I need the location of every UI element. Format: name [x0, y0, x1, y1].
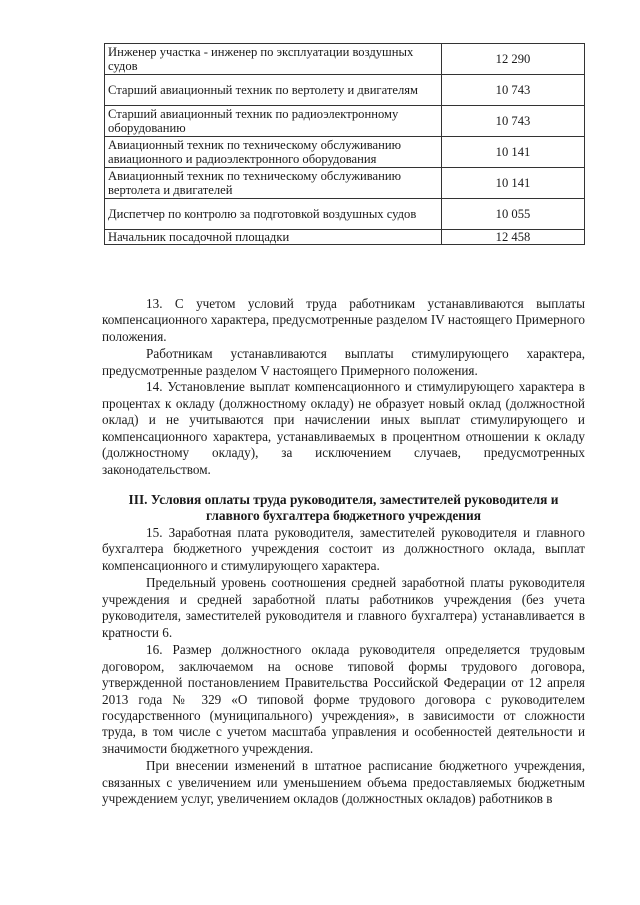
table-row	[105, 44, 585, 75]
amount-cell: 12 458	[442, 230, 585, 245]
amount-cell: 10 141	[442, 137, 585, 168]
amount-cell: 10 743	[442, 106, 585, 137]
amount-cell: 10 055	[442, 199, 585, 230]
paragraph-16-continued: При внесении изменений в штатное расписание бюджетного учреждения, связанных с увеличением или уменьшением объема предоставляемых бюджетным учреждением услуг, увеличением окладов (должностных окладов) работников в	[102, 758, 585, 807]
paragraph-15-continued: Предельный уровень соотношения средней заработной платы руководителя учреждения и средней заработной платы работников учреждения (без учета руководителя, заместителей руководителя и главного бухгалтера) устанавливается в кратности 6.	[102, 575, 585, 640]
position-cell: Диспетчер по контролю за подготовкой воздушных судов	[105, 199, 442, 230]
salary-table	[104, 43, 585, 245]
amount-cell: 10 141	[442, 168, 585, 199]
table-row	[105, 137, 585, 168]
table-row	[105, 75, 585, 106]
paragraph-13: 13. С учетом условий труда работникам устанавливаются выплаты компенсационного характера, предусмотренные разделом IV настоящего Примерного положения.	[102, 296, 585, 344]
position-cell: Авиационный техник по техническому обслуживанию авиационного и радиоэлектронного оборудования	[105, 137, 442, 168]
position-cell: Инженер участка - инженер по эксплуатации воздушных судов	[105, 44, 442, 75]
position-cell: Старший авиационный техник по радиоэлектронному оборудованию	[105, 106, 442, 137]
paragraph-16: 16. Размер должностного оклада руководителя определяется трудовым договором, заключаемом на основе типовой формы трудового договора, утвержденной постановлением Правительства Российской Федерации от 12 апреля 2013 года № 329 «О типовой форме трудового договора с руководителем государственного (муниципального) учреждения», в зависимости от сложности труда, в том числе с учетом масштаба управления и особенностей деятельности и значимости бюджетного учреждения.	[102, 642, 585, 756]
table-row	[105, 106, 585, 137]
paragraph-15: 15. Заработная плата руководителя, заместителей руководителя и главного бухгалтера бюджетного учреждения состоит из должностного оклада, выплат компенсационного и стимулирующего характера.	[102, 524, 585, 573]
position-cell: Старший авиационный техник по вертолету и двигателям	[105, 75, 442, 106]
table-row	[105, 199, 585, 230]
position-cell: Начальник посадочной площадки	[105, 230, 442, 245]
salary-table-body	[105, 44, 585, 245]
paragraph-14: 14. Установление выплат компенсационного и стимулирующего характера в процентах к окладу (должностному окладу) не образует новый оклад (должностной оклад) и не учитываются при начислении иных выплат стимулирующего и компенсационного характера, устанавливаемых в процентном отношении к окладу (должностному окладу), за исключением случаев, предусмотренных законодательством.	[102, 379, 585, 477]
amount-cell: 12 290	[442, 44, 585, 75]
paragraph-13-continued: Работникам устанавливаются выплаты стимулирующего характера, предусмотренные разделом V настоящего Примерного положения.	[102, 346, 585, 378]
position-cell: Авиационный техник по техническому обслуживанию вертолета и двигателей	[105, 168, 442, 199]
table-row	[105, 168, 585, 199]
section-3-heading: III. Условия оплаты труда руководителя, заместителей руководителя и главного бухгалтера бюджетного учреждения	[128, 491, 559, 524]
amount-cell: 10 743	[442, 75, 585, 106]
table-row	[105, 230, 585, 245]
document-text	[102, 296, 585, 808]
